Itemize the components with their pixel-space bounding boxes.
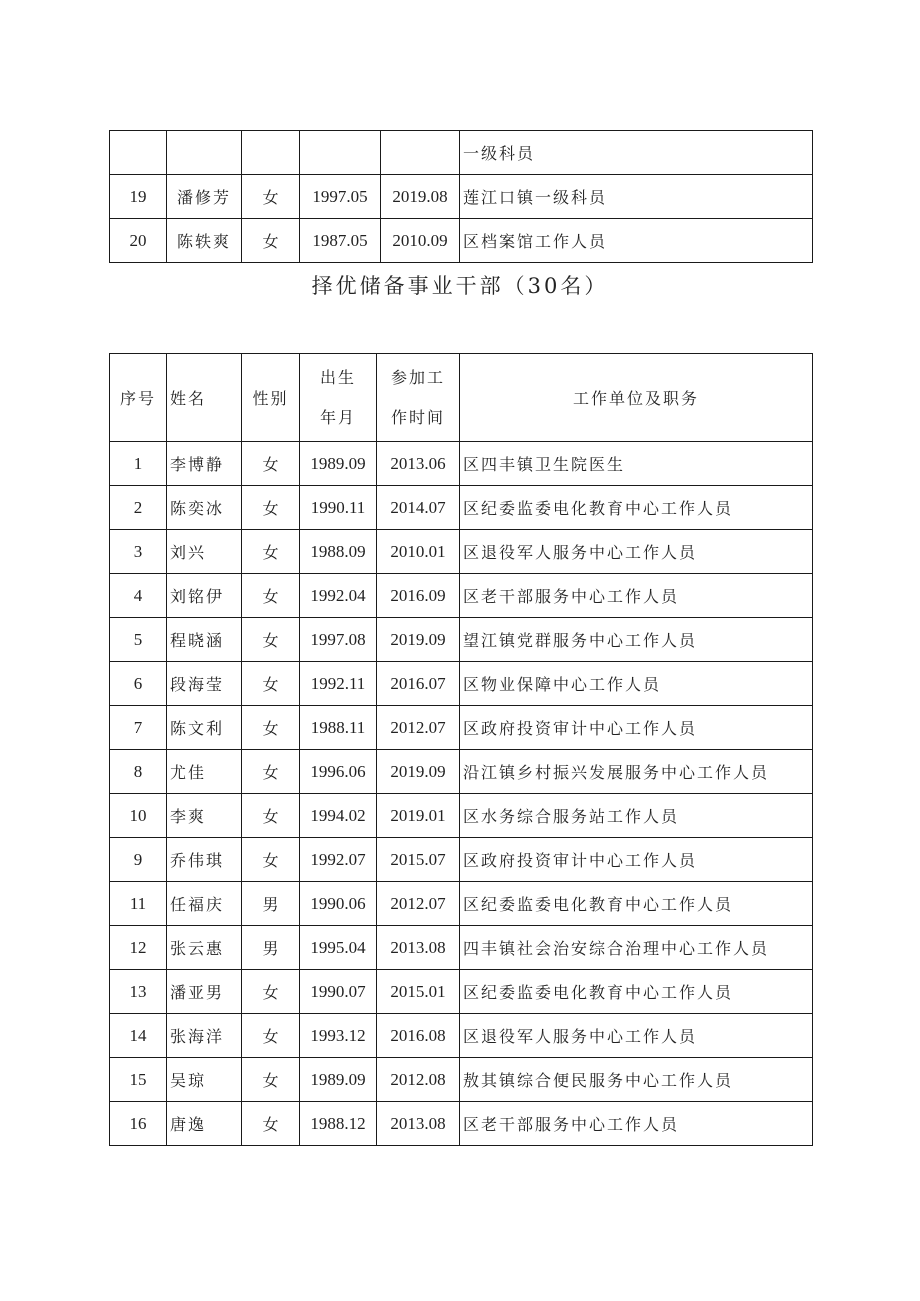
cell-name: 潘亚男 — [167, 970, 242, 1014]
cell-position: 区老干部服务中心工作人员 — [460, 1102, 813, 1146]
cell-work-start: 2019.09 — [377, 750, 460, 794]
cell-position: 四丰镇社会治安综合治理中心工作人员 — [460, 926, 813, 970]
cell-work-start: 2019.08 — [381, 175, 460, 219]
cell-position: 区退役军人服务中心工作人员 — [460, 530, 813, 574]
cell-work-start: 2016.09 — [377, 574, 460, 618]
table-row — [110, 838, 813, 882]
header-birth-line1: 出生 — [319, 367, 356, 387]
cell-position: 区纪委监委电化教育中心工作人员 — [460, 970, 813, 1014]
cell-gender: 女 — [242, 1058, 300, 1102]
cell-position: 区纪委监委电化教育中心工作人员 — [460, 882, 813, 926]
cell-birth: 1989.09 — [300, 442, 377, 486]
cell-work-start: 2016.08 — [377, 1014, 460, 1058]
cell-no: 2 — [110, 486, 167, 530]
cell-birth: 1988.12 — [300, 1102, 377, 1146]
cell-birth: 1988.09 — [300, 530, 377, 574]
cell-name: 陈奕冰 — [167, 486, 242, 530]
cell-gender: 女 — [242, 219, 300, 263]
table-row — [110, 750, 813, 794]
cell-work-start: 2019.01 — [377, 794, 460, 838]
cell-no: 8 — [110, 750, 167, 794]
cell-birth: 1994.02 — [300, 794, 377, 838]
header-work-line1: 参加工 — [390, 367, 445, 387]
cell-name: 李爽 — [167, 794, 242, 838]
cell-no: 12 — [110, 926, 167, 970]
cell-work-start: 2013.06 — [377, 442, 460, 486]
cell-birth: 1992.07 — [300, 838, 377, 882]
cell-no: 7 — [110, 706, 167, 750]
cell-work-start: 2010.01 — [377, 530, 460, 574]
cell-work-start: 2012.08 — [377, 1058, 460, 1102]
table-row — [110, 618, 813, 662]
cell-gender: 女 — [242, 1014, 300, 1058]
cell-no: 14 — [110, 1014, 167, 1058]
cell-work-start: 2019.09 — [377, 618, 460, 662]
cell-position: 敖其镇综合便民服务中心工作人员 — [460, 1058, 813, 1102]
cell-gender: 男 — [242, 926, 300, 970]
header-work-line2: 作时间 — [390, 407, 445, 427]
cell-name: 唐逸 — [167, 1102, 242, 1146]
cell-gender: 女 — [242, 486, 300, 530]
cell-work-start: 2015.01 — [377, 970, 460, 1014]
header-birth — [300, 354, 377, 442]
cell-name: 刘兴 — [167, 530, 242, 574]
table-row — [110, 530, 813, 574]
table-row — [110, 1014, 813, 1058]
header-position: 工作单位及职务 — [460, 354, 813, 442]
cell-name: 张云惠 — [167, 926, 242, 970]
cell-work-start: 2010.09 — [381, 219, 460, 263]
table-row — [110, 662, 813, 706]
cell-birth: 1989.09 — [300, 1058, 377, 1102]
cell-birth: 1993.12 — [300, 1014, 377, 1058]
header-work-start — [377, 354, 460, 442]
cell-birth: 1990.07 — [300, 970, 377, 1014]
cell-name: 李博静 — [167, 442, 242, 486]
cell-name: 刘铭伊 — [167, 574, 242, 618]
cell-gender: 女 — [242, 618, 300, 662]
cell-position: 沿江镇乡村振兴发展服务中心工作人员 — [460, 750, 813, 794]
table-row — [110, 882, 813, 926]
cell-position: 区纪委监委电化教育中心工作人员 — [460, 486, 813, 530]
cell-position: 区政府投资审计中心工作人员 — [460, 838, 813, 882]
header-name: 姓名 — [167, 354, 242, 442]
table-row — [110, 970, 813, 1014]
table-row — [110, 794, 813, 838]
table-row — [110, 926, 813, 970]
cell-birth: 1996.06 — [300, 750, 377, 794]
cell-birth: 1988.11 — [300, 706, 377, 750]
cell-position: 区物业保障中心工作人员 — [460, 662, 813, 706]
cell-work-start: 2014.07 — [377, 486, 460, 530]
table-row — [110, 131, 813, 175]
header-birth-line2: 年月 — [319, 407, 356, 427]
cell-name: 任福庆 — [167, 882, 242, 926]
cell-name: 段海莹 — [167, 662, 242, 706]
cell-position: 区政府投资审计中心工作人员 — [460, 706, 813, 750]
cell-name: 乔伟琪 — [167, 838, 242, 882]
cell-no: 20 — [110, 219, 167, 263]
cell-name: 尤佳 — [167, 750, 242, 794]
cell-no: 15 — [110, 1058, 167, 1102]
cell-gender: 女 — [242, 794, 300, 838]
table-row — [110, 486, 813, 530]
cell-birth: 1992.11 — [300, 662, 377, 706]
cell-birth: 1995.04 — [300, 926, 377, 970]
cell-name: 潘修芳 — [167, 175, 242, 219]
cell-no: 6 — [110, 662, 167, 706]
reserve-cadres-table — [109, 353, 813, 1146]
cell-position: 一级科员 — [460, 131, 813, 175]
cell-no: 10 — [110, 794, 167, 838]
cell-no: 4 — [110, 574, 167, 618]
header-gender: 性别 — [242, 354, 300, 442]
cell-name: 陈文利 — [167, 706, 242, 750]
cell-position: 区老干部服务中心工作人员 — [460, 574, 813, 618]
cell-name: 吴琼 — [167, 1058, 242, 1102]
cell-birth — [300, 131, 381, 175]
header-no: 序号 — [110, 354, 167, 442]
cell-work-start: 2013.08 — [377, 926, 460, 970]
cell-name — [167, 131, 242, 175]
table-row — [110, 175, 813, 219]
cell-birth: 1990.11 — [300, 486, 377, 530]
cell-gender: 女 — [242, 706, 300, 750]
cell-no: 13 — [110, 970, 167, 1014]
cell-gender: 女 — [242, 530, 300, 574]
cell-birth: 1987.05 — [300, 219, 381, 263]
cell-gender: 男 — [242, 882, 300, 926]
cell-gender: 女 — [242, 838, 300, 882]
cell-no: 19 — [110, 175, 167, 219]
section-title: 择优储备事业干部（30名） — [311, 274, 609, 298]
cell-position: 区退役军人服务中心工作人员 — [460, 1014, 813, 1058]
cell-name: 张海洋 — [167, 1014, 242, 1058]
cell-work-start: 2015.07 — [377, 838, 460, 882]
cell-birth: 1997.08 — [300, 618, 377, 662]
cell-birth: 1990.06 — [300, 882, 377, 926]
table-row — [110, 442, 813, 486]
table-row — [110, 574, 813, 618]
cell-no: 5 — [110, 618, 167, 662]
cell-name: 陈轶爽 — [167, 219, 242, 263]
cell-work-start: 2012.07 — [377, 706, 460, 750]
cell-no — [110, 131, 167, 175]
cell-gender: 女 — [242, 750, 300, 794]
cell-gender: 女 — [242, 662, 300, 706]
cell-work-start: 2016.07 — [377, 662, 460, 706]
cell-gender: 女 — [242, 1102, 300, 1146]
cell-position: 望江镇党群服务中心工作人员 — [460, 618, 813, 662]
cell-work-start: 2013.08 — [377, 1102, 460, 1146]
cell-gender — [242, 131, 300, 175]
cell-position: 区水务综合服务站工作人员 — [460, 794, 813, 838]
table-row — [110, 219, 813, 263]
cell-gender: 女 — [242, 574, 300, 618]
cell-position: 莲江口镇一级科员 — [460, 175, 813, 219]
cell-work-start — [381, 131, 460, 175]
cell-no: 3 — [110, 530, 167, 574]
cell-gender: 女 — [242, 175, 300, 219]
cell-gender: 女 — [242, 442, 300, 486]
continued-table — [109, 130, 813, 263]
table-row — [110, 1102, 813, 1146]
cell-no: 11 — [110, 882, 167, 926]
cell-work-start: 2012.07 — [377, 882, 460, 926]
table-header-row — [110, 354, 813, 442]
cell-birth: 1992.04 — [300, 574, 377, 618]
table-row — [110, 706, 813, 750]
cell-no: 9 — [110, 838, 167, 882]
cell-position: 区四丰镇卫生院医生 — [460, 442, 813, 486]
table-row — [110, 1058, 813, 1102]
cell-birth: 1997.05 — [300, 175, 381, 219]
cell-position: 区档案馆工作人员 — [460, 219, 813, 263]
cell-name: 程晓涵 — [167, 618, 242, 662]
cell-gender: 女 — [242, 970, 300, 1014]
cell-no: 16 — [110, 1102, 167, 1146]
cell-no: 1 — [110, 442, 167, 486]
